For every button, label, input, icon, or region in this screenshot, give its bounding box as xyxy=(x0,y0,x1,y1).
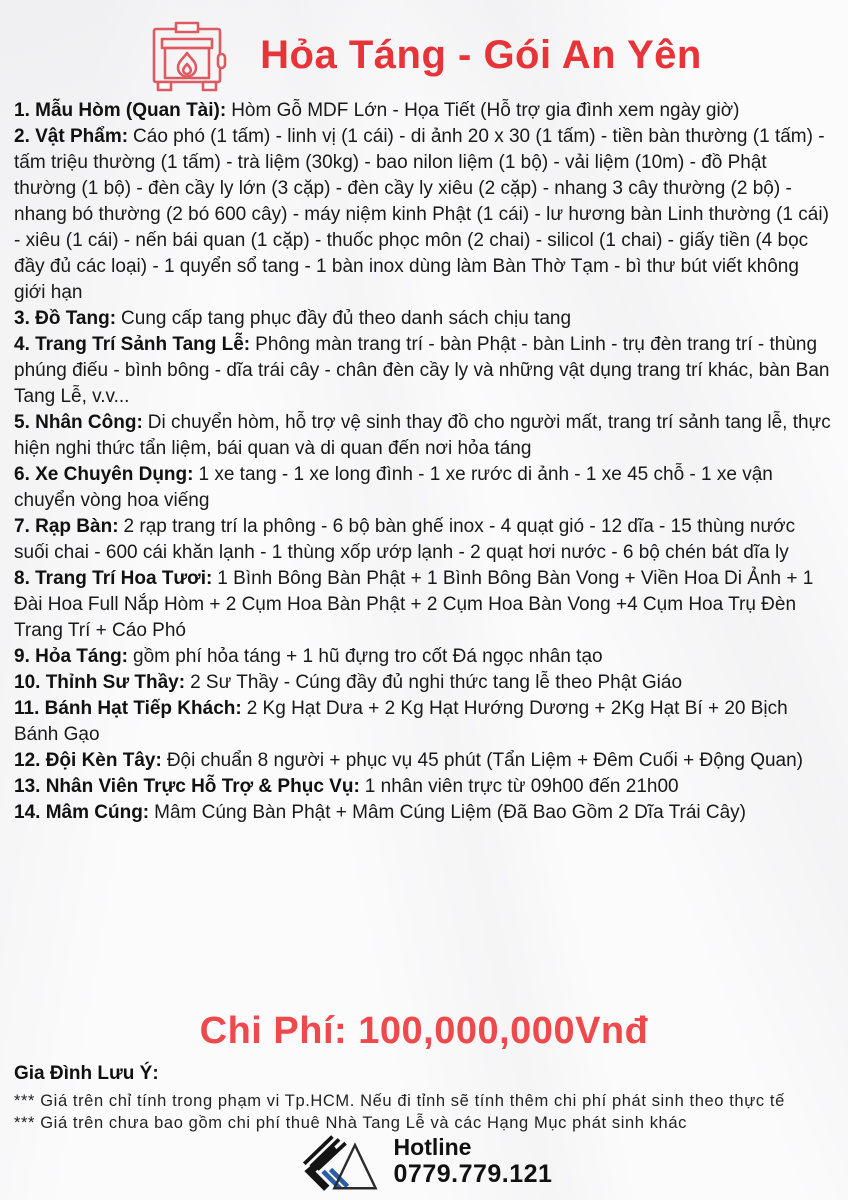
item-text: Mâm Cúng Bàn Phật + Mâm Cúng Liệm (Đã Bao Gồm 2 Dĩa Trái Cây) xyxy=(154,802,747,823)
list-item xyxy=(14,514,834,566)
item-label: 8. Trang Trí Hoa Tươi: xyxy=(14,568,213,589)
item-text: Di chuyển hòm, hỗ trợ vệ sinh thay đồ cho người mất, trang trí sảnh tang lễ, thực hiện nghi thức tẩn liệm, bái quan và di quan đến nơi hỏa táng xyxy=(14,412,831,459)
item-text: Hòm Gỗ MDF Lớn - Họa Tiết (Hỗ trợ gia đình xem ngày giờ) xyxy=(231,100,740,121)
item-text: Cáo phó (1 tấm) - linh vị (1 cái) - di ảnh 20 x 30 (1 tấm) - tiền bàn thường (1 tấm) - tấm triệu thường (1 tấm) - trà liệm (30kg) - bao nilon liệm (1 bộ) - vải liệm (10m) - đồ Phật thường (1 bộ) - đèn cầy ly lớn (3 cặp) - đèn cầy ly xiêu (2 cặp) - nhang 3 cây thường (2 bộ) - nhang bó thường (2 bó 600 cây) - máy niệm kinh Phật (1 cái) - lư hương bàn Linh thường (1 cái) - xiêu (1 cái) - nến bái quan (1 cặp) - thuốc phọc môn (2 chai) - silicol (1 chai) - giấy tiền (4 bọc đầy đủ các loại) - 1 quyển sổ tang - 1 bàn inox dùng làm Bàn Thờ Tạm - bì thư bút viết không giới hạn xyxy=(14,126,829,303)
item-label: 6. Xe Chuyên Dụng: xyxy=(14,464,194,485)
item-label: 12. Đội Kèn Tây: xyxy=(14,750,162,771)
item-label: 10. Thỉnh Sư Thầy: xyxy=(14,672,186,693)
item-label: 14. Mâm Cúng: xyxy=(14,802,150,823)
list-item xyxy=(14,670,834,696)
hotline-number: 0779.779.121 xyxy=(393,1160,553,1188)
item-label: 1. Mẫu Hòm (Quan Tài): xyxy=(14,100,227,121)
list-item xyxy=(14,124,834,306)
item-label: 7. Rạp Bàn: xyxy=(14,516,119,537)
list-item xyxy=(14,696,834,748)
item-text: Đội chuẩn 8 người + phục vụ 45 phút (Tẩn Liệm + Đêm Cuối + Động Quan) xyxy=(166,750,804,771)
item-text: 1 Bình Bông Bàn Phật + 1 Bình Bông Bàn Vong + Viền Hoa Di Ảnh + 1 Đài Hoa Full Nắp Hòm + 2 Cụm Hoa Bàn Phật + 2 Cụm Hoa Bàn Vong +4 Cụm Hoa Trụ Đèn Trang Trí + Cáo Phó xyxy=(14,568,814,641)
ka-logo-icon xyxy=(296,1130,382,1192)
list-item xyxy=(14,774,834,800)
item-label: 3. Đồ Tang: xyxy=(14,308,117,329)
header xyxy=(14,0,834,94)
note-line: *** Giá trên chỉ tính trong phạm vi Tp.HCM. Nếu đi tỉnh sẽ tính thêm chi phí phát sinh theo thực tế xyxy=(14,1092,785,1110)
notes-title: Gia Đình Lưu Ý: xyxy=(14,1063,159,1084)
item-label: 5. Nhân Công: xyxy=(14,412,143,433)
hotline-text-block xyxy=(394,1134,553,1188)
hotline-section xyxy=(14,1130,834,1192)
item-text: Phông màn trang trí - bàn Phật - bàn Linh - trụ đèn trang trí - thùng phúng điếu - bình bông - dĩa trái cây - chân đèn cầy ly và những vật dụng trang trí khác, bàn Ban Tang Lễ, v.v... xyxy=(14,334,830,407)
item-text: Cung cấp tang phục đầy đủ theo danh sách chịu tang xyxy=(121,308,572,329)
note-line: *** Giá trên chưa bao gồm chi phí thuê Nhà Tang Lễ và các Hạng Mục phát sinh khác xyxy=(14,1114,687,1132)
bottom-section xyxy=(14,1010,834,1192)
item-text: gồm phí hỏa táng + 1 hũ đựng tro cốt Đá ngọc nhân tạo xyxy=(133,646,603,667)
item-label: 4. Trang Trí Sảnh Tang Lễ: xyxy=(14,334,251,355)
item-text: 2 rạp trang trí la phông - 6 bộ bàn ghế inox - 4 quạt gió - 12 dĩa - 15 thùng nước suối chai - 600 cái khăn lạnh - 1 thùng xốp ướp lạnh - 2 quạt hơi nước - 6 bộ chén bát dĩa ly xyxy=(14,516,796,563)
hotline-label: Hotline xyxy=(393,1134,472,1160)
item-text: 1 xe tang - 1 xe long đình - 1 xe rước di ảnh - 1 xe 45 chỗ - 1 xe vận chuyển vòng hoa viếng xyxy=(14,464,773,511)
list-item xyxy=(14,748,834,774)
list-item xyxy=(14,800,834,826)
list-item xyxy=(14,644,834,670)
item-text: 2 Kg Hạt Dưa + 2 Kg Hạt Hướng Dương + 2Kg Hạt Bí + 20 Bịch Bánh Gạo xyxy=(14,698,788,745)
list-item xyxy=(14,410,834,462)
item-text: 1 nhân viên trực từ 09h00 đến 21h00 xyxy=(364,776,679,797)
list-item xyxy=(14,462,834,514)
list-item xyxy=(14,332,834,410)
item-label: 13. Nhân Viên Trực Hỗ Trợ & Phục Vụ: xyxy=(14,776,360,797)
list-item xyxy=(14,306,834,332)
item-label: 11. Bánh Hạt Tiếp Khách: xyxy=(14,698,242,719)
page-title: Hỏa Táng - Gói An Yên xyxy=(260,32,702,77)
list-item xyxy=(14,98,834,124)
item-text: 2 Sư Thầy - Cúng đầy đủ nghi thức tang lễ theo Phật Giáo xyxy=(190,672,683,693)
service-list xyxy=(14,98,834,826)
item-label: 2. Vật Phẩm: xyxy=(14,126,129,147)
item-label: 9. Hỏa Táng: xyxy=(14,646,129,667)
cremation-furnace-icon xyxy=(146,18,228,92)
price-text: Chi Phí: 100,000,000Vnđ xyxy=(199,1010,649,1052)
list-item xyxy=(14,566,834,644)
